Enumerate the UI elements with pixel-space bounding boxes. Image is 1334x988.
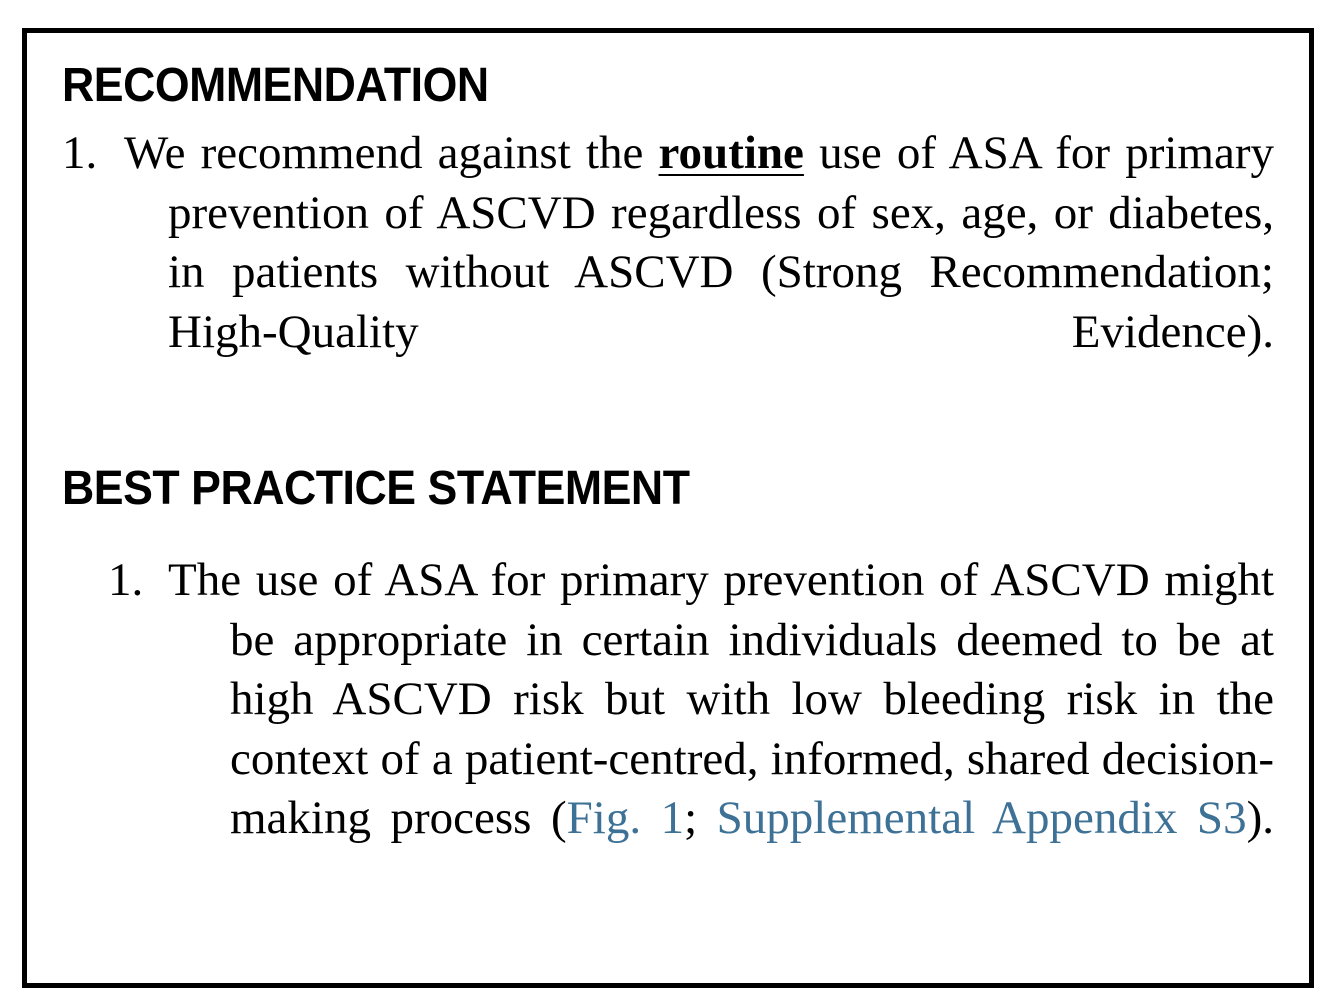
supplemental-appendix-link[interactable]: Supplemental Appendix S3 — [716, 792, 1247, 844]
best-practice-item — [108, 551, 1274, 909]
recommendation-text: We recommend against the routine use of ASA for primary prevention of ASCVD regardless of sex, age, or diabetes, in patients without ASCVD (Strong Recommendation; High-Quality Evidence). — [124, 127, 1274, 358]
best-practice-heading: BEST PRACTICE STATEMENT — [62, 462, 690, 515]
best-practice-number: 1. — [108, 554, 144, 606]
best-practice-text: The use of ASA for primary prevention of ASCVD might be appropriate in certain individuals deemed to be at high ASCVD risk but with low bleeding risk in the context of a patient-centred, informed, shared decision-making process (Fig. 1; Supplemental Appendix S3). — [168, 554, 1274, 844]
routine-emphasis: routine — [658, 127, 804, 179]
recommendation-number: 1. — [62, 127, 98, 179]
recommendation-heading: RECOMMENDATION — [62, 59, 489, 112]
fig-1-link[interactable]: Fig. 1 — [566, 792, 685, 844]
recommendation-item — [62, 124, 1274, 362]
